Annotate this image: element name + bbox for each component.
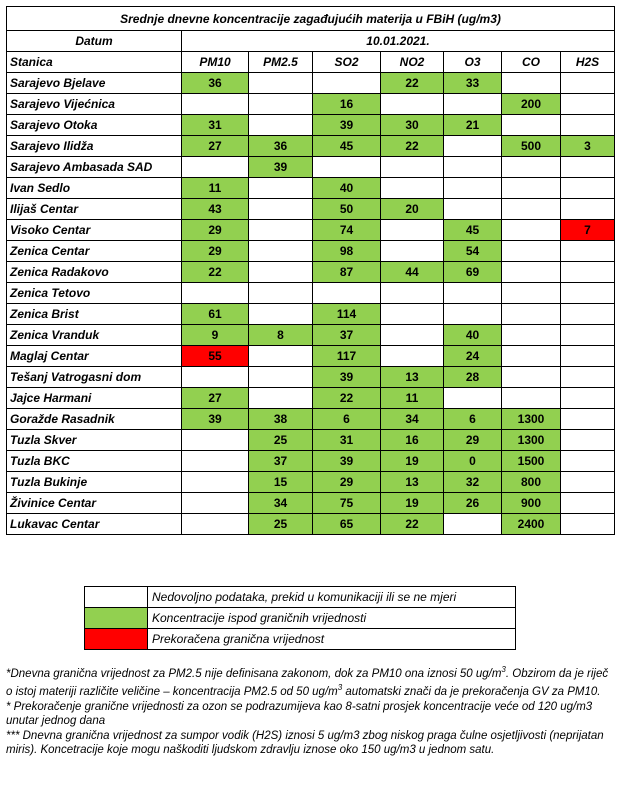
o3-value: 28 — [444, 367, 502, 388]
so2-value: 37 — [313, 325, 381, 346]
so2-value: 31 — [313, 430, 381, 451]
date-value: 10.01.2021. — [182, 31, 615, 52]
legend — [84, 586, 516, 650]
o3-value — [444, 157, 502, 178]
so2-value: 39 — [313, 115, 381, 136]
co-value: 2400 — [502, 514, 561, 535]
o3-value: 21 — [444, 115, 502, 136]
h2s-value — [561, 325, 615, 346]
so2-value: 22 — [313, 388, 381, 409]
pm25-value — [249, 115, 313, 136]
legend-item — [85, 587, 516, 608]
pm10-value — [182, 430, 249, 451]
co-value — [502, 178, 561, 199]
no2-value — [381, 283, 444, 304]
o3-value: 45 — [444, 220, 502, 241]
so2-value: 75 — [313, 493, 381, 514]
no2-value: 13 — [381, 472, 444, 493]
o3-value: 32 — [444, 472, 502, 493]
pm25-value — [249, 346, 313, 367]
pm10-value — [182, 514, 249, 535]
table-row — [7, 283, 615, 304]
table-row — [7, 367, 615, 388]
co-value — [502, 388, 561, 409]
o3-value: 0 — [444, 451, 502, 472]
no2-column-header: NO2 — [381, 52, 444, 73]
co-value: 1500 — [502, 451, 561, 472]
no2-value: 13 — [381, 367, 444, 388]
co-value — [502, 346, 561, 367]
so2-value: 117 — [313, 346, 381, 367]
pm10-value: 55 — [182, 346, 249, 367]
table-row — [7, 73, 615, 94]
o3-value: 33 — [444, 73, 502, 94]
co-value — [502, 157, 561, 178]
so2-value: 40 — [313, 178, 381, 199]
station-column-header: Stanica — [7, 52, 182, 73]
h2s-value — [561, 472, 615, 493]
co-value — [502, 304, 561, 325]
station-name: Tuzla Bukinje — [7, 472, 182, 493]
no2-value: 11 — [381, 388, 444, 409]
co-value: 800 — [502, 472, 561, 493]
station-name: Sarajevo Ilidža — [7, 136, 182, 157]
table-row — [7, 136, 615, 157]
footnote-h2s: *** Dnevna granična vrijednost za sumpor vodik (H2S) iznosi 5 ug/m3 zbog niskog praga čulne osjetljivosti (neprijatan miris). Koncetracije koje mogu naškoditi ljudskom zdravlju iznose oko 150 ug/m3 u jednom satu. — [6, 729, 604, 757]
footnote-pm: *Dnevna granična vrijednost za PM2.5 nije definisana zakonom, dok za PM10 ona iznosi 50 $ug/m^3$. Obzirom da je riječ o istoj materiji različite veličine – koncentracija PM2.5 od 50 $ug/m^3$ automatski znači da je prekoračenja GV za PM10. — [6, 665, 609, 699]
no2-value — [381, 157, 444, 178]
so2-value: 114 — [313, 304, 381, 325]
pm10-value: 31 — [182, 115, 249, 136]
table-row — [7, 346, 615, 367]
pm25-value — [249, 73, 313, 94]
no2-value — [381, 304, 444, 325]
co-value: 900 — [502, 493, 561, 514]
pm10-value: 27 — [182, 388, 249, 409]
footnotes — [6, 663, 614, 758]
pm25-value: 39 — [249, 157, 313, 178]
so2-value — [313, 73, 381, 94]
h2s-value — [561, 367, 615, 388]
h2s-value: 3 — [561, 136, 615, 157]
pm25-column-header: PM2.5 — [249, 52, 313, 73]
station-name: Tešanj Vatrogasni dom — [7, 367, 182, 388]
h2s-value — [561, 178, 615, 199]
h2s-value — [561, 409, 615, 430]
so2-value: 74 — [313, 220, 381, 241]
co-value — [502, 262, 561, 283]
station-name: Ivan Sedlo — [7, 178, 182, 199]
so2-value: 39 — [313, 451, 381, 472]
pm25-value — [249, 283, 313, 304]
o3-value — [444, 283, 502, 304]
station-name: Zenica Vranduk — [7, 325, 182, 346]
so2-value: 16 — [313, 94, 381, 115]
station-name: Sarajevo Vijećnica — [7, 94, 182, 115]
h2s-value — [561, 94, 615, 115]
table-row — [7, 430, 615, 451]
table-row — [7, 388, 615, 409]
h2s-value — [561, 73, 615, 94]
pm25-value — [249, 94, 313, 115]
station-name: Tuzla BKC — [7, 451, 182, 472]
o3-value — [444, 178, 502, 199]
table-row — [7, 325, 615, 346]
h2s-value — [561, 430, 615, 451]
table-row — [7, 262, 615, 283]
station-name: Živinice Centar — [7, 493, 182, 514]
no2-value: 44 — [381, 262, 444, 283]
no2-value — [381, 346, 444, 367]
so2-value — [313, 283, 381, 304]
station-name: Zenica Radakovo — [7, 262, 182, 283]
station-name: Zenica Brist — [7, 304, 182, 325]
table-row — [7, 94, 615, 115]
station-name: Sarajevo Bjelave — [7, 73, 182, 94]
pm10-value — [182, 283, 249, 304]
no2-value — [381, 241, 444, 262]
no2-value — [381, 325, 444, 346]
station-name: Tuzla Skver — [7, 430, 182, 451]
pm10-value: 29 — [182, 241, 249, 262]
pm10-value — [182, 367, 249, 388]
so2-value: 6 — [313, 409, 381, 430]
legend-text: Koncentracije ispod graničnih vrijednosti — [148, 608, 516, 629]
pm25-value — [249, 241, 313, 262]
o3-value — [444, 304, 502, 325]
pm25-value — [249, 199, 313, 220]
so2-value: 98 — [313, 241, 381, 262]
pm25-value: 8 — [249, 325, 313, 346]
station-name: Jajce Harmani — [7, 388, 182, 409]
pm10-value — [182, 472, 249, 493]
table-row — [7, 199, 615, 220]
o3-value: 26 — [444, 493, 502, 514]
pm10-value: 29 — [182, 220, 249, 241]
so2-value: 65 — [313, 514, 381, 535]
table-row — [7, 409, 615, 430]
no2-value: 22 — [381, 73, 444, 94]
pm25-value — [249, 388, 313, 409]
h2s-value — [561, 283, 615, 304]
pm25-value: 38 — [249, 409, 313, 430]
h2s-value — [561, 157, 615, 178]
so2-value: 39 — [313, 367, 381, 388]
table-row — [7, 220, 615, 241]
h2s-value — [561, 115, 615, 136]
so2-column-header: SO2 — [313, 52, 381, 73]
station-name: Maglaj Centar — [7, 346, 182, 367]
h2s-value — [561, 346, 615, 367]
datum-label: Datum — [7, 31, 182, 52]
so2-value: 50 — [313, 199, 381, 220]
station-name: Sarajevo Ambasada SAD — [7, 157, 182, 178]
so2-value: 87 — [313, 262, 381, 283]
table-row — [7, 178, 615, 199]
no2-value — [381, 220, 444, 241]
no2-value: 19 — [381, 493, 444, 514]
pm25-value: 25 — [249, 514, 313, 535]
co-value: 500 — [502, 136, 561, 157]
station-name: Zenica Centar — [7, 241, 182, 262]
table-row — [7, 241, 615, 262]
o3-value — [444, 388, 502, 409]
pm25-value: 37 — [249, 451, 313, 472]
table-title: Srednje dnevne koncentracije zagađujućih materija u FBiH (ug/m3) — [7, 7, 615, 31]
pm10-value — [182, 157, 249, 178]
station-name: Ilijaš Centar — [7, 199, 182, 220]
table-row — [7, 472, 615, 493]
legend-text: Prekoračena granična vrijednost — [148, 629, 516, 650]
o3-value — [444, 136, 502, 157]
co-value — [502, 73, 561, 94]
h2s-value — [561, 514, 615, 535]
pm25-value — [249, 178, 313, 199]
co-column-header: CO — [502, 52, 561, 73]
h2s-value — [561, 451, 615, 472]
pm10-value: 61 — [182, 304, 249, 325]
no2-value — [381, 94, 444, 115]
station-name: Sarajevo Otoka — [7, 115, 182, 136]
pm25-value: 25 — [249, 430, 313, 451]
station-name: Goražde Rasadnik — [7, 409, 182, 430]
co-value — [502, 220, 561, 241]
station-name: Lukavac Centar — [7, 514, 182, 535]
so2-value: 29 — [313, 472, 381, 493]
no2-value — [381, 178, 444, 199]
no2-value: 22 — [381, 136, 444, 157]
pm10-value: 43 — [182, 199, 249, 220]
table-row — [7, 157, 615, 178]
legend-text: Nedovoljno podataka, prekid u komunikaciji ili se ne mjeri — [148, 587, 516, 608]
no2-value: 30 — [381, 115, 444, 136]
legend-item — [85, 629, 516, 650]
table-row — [7, 304, 615, 325]
footnote-ozone: * Prekoračenje granične vrijednosti za ozon se podrazumijeva kao 8-satni prosjek koncentracije veće od 120 ug/m3 unutar jednog dana — [6, 700, 593, 728]
co-value — [502, 199, 561, 220]
co-value: 200 — [502, 94, 561, 115]
legend-item — [85, 608, 516, 629]
co-value: 1300 — [502, 409, 561, 430]
station-name: Zenica Tetovo — [7, 283, 182, 304]
pm10-value: 22 — [182, 262, 249, 283]
h2s-value — [561, 304, 615, 325]
pm25-value: 34 — [249, 493, 313, 514]
pm25-value — [249, 367, 313, 388]
pm10-value: 11 — [182, 178, 249, 199]
pm10-value: 39 — [182, 409, 249, 430]
no2-value: 20 — [381, 199, 444, 220]
pm10-value: 27 — [182, 136, 249, 157]
legend-swatch-red — [85, 629, 148, 650]
co-value: 1300 — [502, 430, 561, 451]
h2s-value — [561, 199, 615, 220]
h2s-value — [561, 388, 615, 409]
pm10-value: 9 — [182, 325, 249, 346]
h2s-value — [561, 262, 615, 283]
o3-column-header: O3 — [444, 52, 502, 73]
concentration-table — [6, 6, 615, 535]
no2-value: 16 — [381, 430, 444, 451]
o3-value: 6 — [444, 409, 502, 430]
pm10-value — [182, 451, 249, 472]
h2s-value — [561, 493, 615, 514]
so2-value — [313, 157, 381, 178]
co-value — [502, 283, 561, 304]
pm25-value — [249, 304, 313, 325]
o3-value — [444, 199, 502, 220]
pm10-value — [182, 493, 249, 514]
pm10-value: 36 — [182, 73, 249, 94]
pm10-value — [182, 94, 249, 115]
o3-value: 54 — [444, 241, 502, 262]
co-value — [502, 325, 561, 346]
co-value — [502, 115, 561, 136]
h2s-value: 7 — [561, 220, 615, 241]
station-name: Visoko Centar — [7, 220, 182, 241]
pm25-value — [249, 220, 313, 241]
so2-value: 45 — [313, 136, 381, 157]
no2-value: 34 — [381, 409, 444, 430]
o3-value — [444, 94, 502, 115]
h2s-value — [561, 241, 615, 262]
co-value — [502, 241, 561, 262]
table-row — [7, 115, 615, 136]
o3-value: 24 — [444, 346, 502, 367]
legend-swatch-green — [85, 608, 148, 629]
h2s-column-header: H2S — [561, 52, 615, 73]
pm25-value — [249, 262, 313, 283]
no2-value: 22 — [381, 514, 444, 535]
table-row — [7, 451, 615, 472]
o3-value: 29 — [444, 430, 502, 451]
pm25-value: 15 — [249, 472, 313, 493]
table-row — [7, 493, 615, 514]
pm25-value: 36 — [249, 136, 313, 157]
table-row — [7, 514, 615, 535]
o3-value: 40 — [444, 325, 502, 346]
legend-swatch-white — [85, 587, 148, 608]
o3-value: 69 — [444, 262, 502, 283]
pm10-column-header: PM10 — [182, 52, 249, 73]
no2-value: 19 — [381, 451, 444, 472]
co-value — [502, 367, 561, 388]
o3-value — [444, 514, 502, 535]
